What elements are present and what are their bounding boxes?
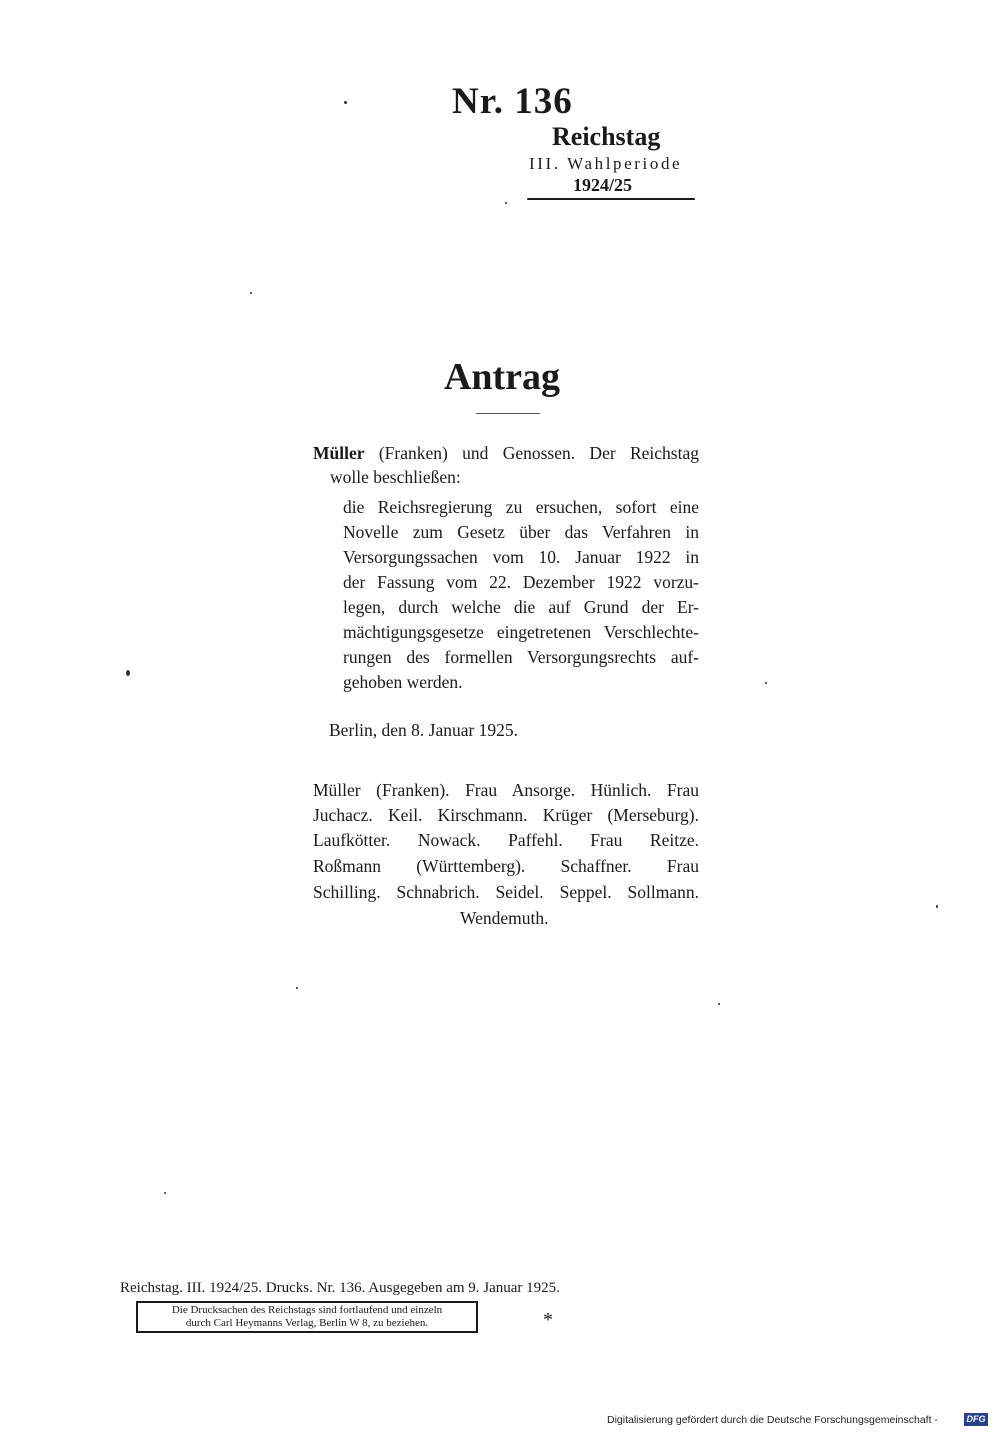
electoral-period: III. Wahlperiode <box>529 154 683 173</box>
print-info-line: Reichstag. III. 1924/25. Drucks. Nr. 136. Ausgegeben am 9. Januar 1925. <box>120 1280 560 1296</box>
scan-speck <box>505 202 507 204</box>
distribution-notice-box <box>136 1301 478 1333</box>
signatory-line: Müller (Franken). Frau Ansorge. Hünlich. Frau <box>313 780 699 800</box>
scan-speck <box>936 905 938 908</box>
scan-speck <box>164 1192 166 1194</box>
scan-speck <box>250 292 252 294</box>
title-divider <box>476 413 540 414</box>
digitization-credit: Digitalisierung gefördert durch die Deutsche Forschungsgemeinschaft - <box>607 1414 938 1426</box>
distribution-notice-line-2: durch Carl Heymanns Verlag, Berlin W 8, zu beziehen. <box>185 1317 429 1329</box>
signatory-line: Juchacz. Keil. Kirschmann. Krüger (Merseburg). <box>313 805 699 825</box>
scan-speck <box>296 987 298 989</box>
motion-intro-line-2: wolle beschließen: <box>330 467 461 487</box>
request-line: die Reichsregierung zu ersuchen, sofort eine <box>343 497 699 517</box>
signatory-line: Laufkötter. Nowack. Paffehl. Frau Reitze. <box>313 830 699 850</box>
request-line: mächtigungsgesetze eingetretenen Verschlechte- <box>343 622 699 642</box>
dfg-logo-icon: DFG <box>964 1413 988 1426</box>
request-line: legen, durch welche die auf Grund der Er- <box>343 597 699 617</box>
place-and-date: Berlin, den 8. Januar 1925. <box>329 720 519 740</box>
scan-speck <box>718 1003 720 1005</box>
request-line: Novelle zum Gesetz über das Verfahren in <box>343 522 699 542</box>
session-years: 1924/25 <box>573 175 633 195</box>
scan-speck <box>126 670 130 676</box>
distribution-notice-line-1: Die Drucksachen des Reichstags sind fortlaufend und einzeln <box>171 1304 443 1316</box>
signatory-line: Roßmann (Württemberg). Schaffner. Frau <box>313 856 699 876</box>
header-divider <box>527 198 695 200</box>
motion-intro-text: (Franken) und Genossen. Der Reichstag <box>378 443 699 463</box>
proposer-name: Müller <box>313 443 365 463</box>
printer-mark: * <box>543 1309 553 1331</box>
document-number: Nr. 136 <box>452 81 573 122</box>
signatory-line: Schilling. Schnabrich. Seidel. Seppel. Sollmann. <box>313 882 699 902</box>
parliament-name: Reichstag <box>552 122 661 151</box>
request-line: gehoben werden. <box>343 672 463 692</box>
signatory-line: Wendemuth. <box>460 908 549 928</box>
request-line: Versorgungssachen vom 10. Januar 1922 in <box>343 547 699 567</box>
request-line: rungen des formellen Versorgungsrechts auf- <box>343 647 699 667</box>
motion-intro-line-1 <box>313 441 699 465</box>
scan-speck <box>344 101 347 104</box>
document-title: Antrag <box>443 356 561 398</box>
scan-speck <box>765 682 767 684</box>
request-line: der Fassung vom 22. Dezember 1922 vorzu- <box>343 572 699 592</box>
